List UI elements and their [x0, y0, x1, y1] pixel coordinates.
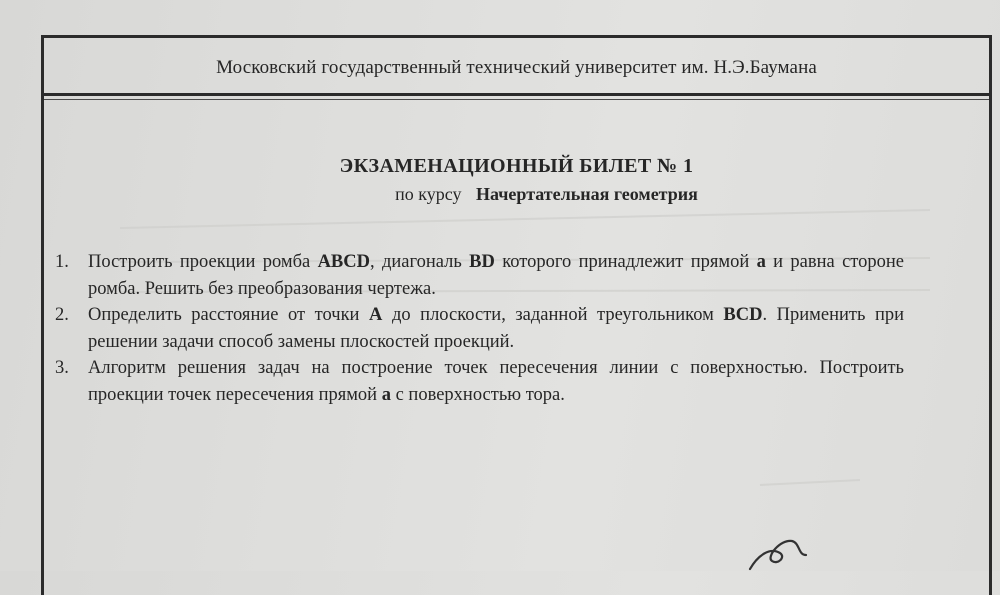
question-number: 1. [55, 252, 69, 272]
course-label: по курсу [395, 184, 462, 204]
header-band [44, 38, 989, 96]
question-item [48, 249, 904, 302]
course-line [104, 184, 989, 205]
question-item [48, 302, 904, 355]
question-text: Алгоритм решения задач на построение точек пересечения линии с поверхностью. Построить проекции точек пересечения прямой a с поверхностью тора. [88, 358, 904, 405]
question-text: Построить проекции ромба ABCD, диагональ BD которого принадлежит прямой a и равна стороне ромба. Решить без преобразования чертежа. [88, 252, 904, 299]
course-name: Начертательная геометрия [476, 184, 698, 204]
question-number: 3. [55, 358, 69, 378]
question-list [48, 249, 904, 408]
question-item [48, 355, 904, 408]
question-text: Определить расстояние от точки A до плоскости, заданной треугольником BCD. Применить при решении задачи способ замены плоскостей проекций. [88, 305, 905, 352]
university-name: Московский государственный технический университет им. Н.Э.Баумана [216, 57, 817, 78]
signature-mark [740, 525, 820, 571]
ticket-title: ЭКЗАМЕНАЦИОННЫЙ БИЛЕТ № 1 [339, 155, 694, 177]
question-number: 2. [55, 305, 69, 325]
